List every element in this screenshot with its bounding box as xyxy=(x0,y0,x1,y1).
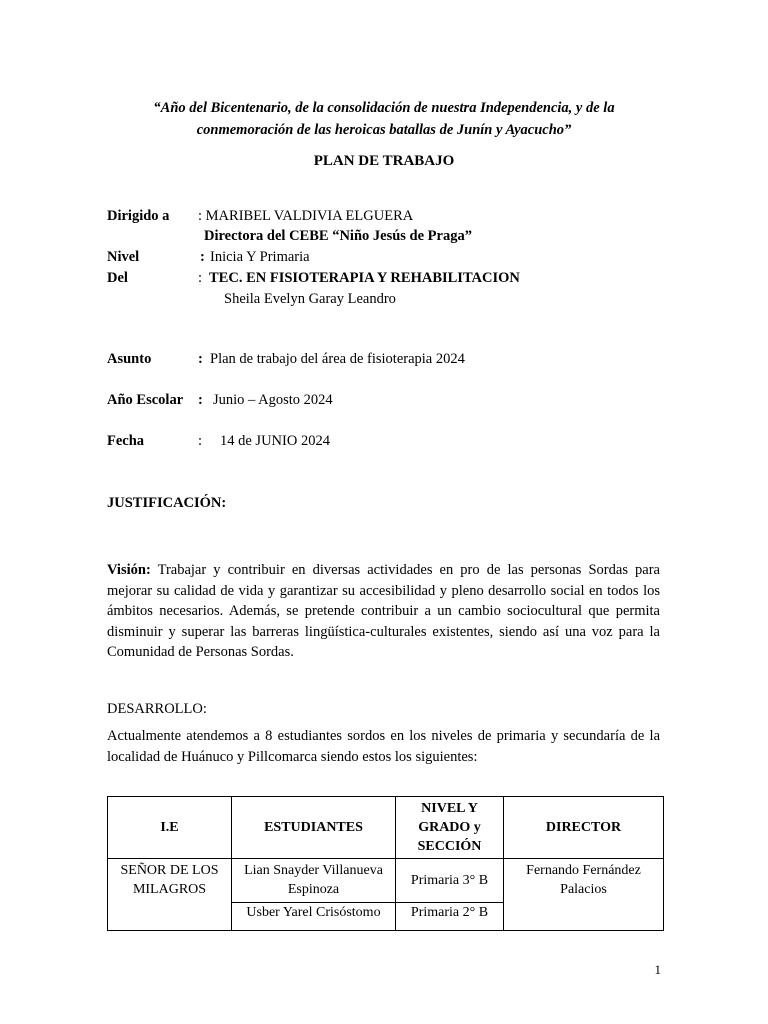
desarrollo-text: Actualmente atendemos a 8 estudiantes sordos en los niveles de primaria y secundaría de la localidad de Huánuco y Pillcomarca siendo estos los siguientes: xyxy=(107,728,660,765)
del-colon: : xyxy=(198,270,203,286)
dirigido-role: Directora del CEBE “Niño Jesús de Praga” xyxy=(204,228,472,244)
asunto-value: Plan de trabajo del área de fisioterapia 2024 xyxy=(210,351,465,367)
students-table xyxy=(107,796,664,931)
anio-escolar-value: Junio – Agosto 2024 xyxy=(213,392,333,408)
motto-line-1: “Año del Bicentenario, de la consolidación de nuestra Independencia, y de la xyxy=(153,100,615,116)
table-row xyxy=(108,859,664,903)
dirigido-label: Dirigido a xyxy=(107,208,170,224)
dirigido-value: : MARIBEL VALDIVIA ELGUERA xyxy=(198,208,414,224)
del-person: Sheila Evelyn Garay Leandro xyxy=(224,291,396,307)
asunto-colon: : xyxy=(198,351,203,367)
del-label: Del xyxy=(107,270,128,286)
table-header-row xyxy=(108,797,664,859)
nivel-value: Inicia Y Primaria xyxy=(210,249,310,265)
nivel-cell: Primaria 3° B xyxy=(396,859,504,903)
desarrollo-heading: DESARROLLO: xyxy=(107,701,207,717)
fecha-label: Fecha xyxy=(107,433,145,449)
ie-cell: SEÑOR DE LOS MILAGROS xyxy=(108,859,232,931)
vision-paragraph xyxy=(107,560,660,663)
estudiante-cell: Lian Snayder Villanueva Espinoza xyxy=(232,859,396,903)
vision-text: Trabajar y contribuir en diversas actividades en pro de las personas Sordas para mejorar su calidad de vida y garantizar su accesibilidad y pleno desarrollo social en todos los ámbitos necesarios. Además, se pretende contribuir a un cambio sociocultural que permita disminuir y superar las barreras lingüística-culturales existentes, siendo así una voz para la Comunidad de Personas Sordas. xyxy=(107,562,660,661)
anio-escolar-label: Año Escolar xyxy=(107,392,184,408)
vision-label: Visión: xyxy=(107,562,151,578)
nivel-label: Nivel xyxy=(107,249,140,265)
document-title: PLAN DE TRABAJO xyxy=(313,153,455,169)
fecha-value: 14 de JUNIO 2024 xyxy=(220,433,330,449)
director-cell: Fernando Fernández Palacios xyxy=(504,859,664,931)
justificacion-heading: JUSTIFICACIÓN: xyxy=(107,495,227,511)
motto-line-2: conmemoración de las heroicas batallas de Junín y Ayacucho” xyxy=(196,122,572,138)
page-number: 1 xyxy=(654,962,661,977)
asunto-label: Asunto xyxy=(107,351,152,367)
header-ie: I.E xyxy=(108,797,232,859)
header-nivel: NIVEL Y GRADO y SECCIÓN xyxy=(396,797,504,859)
fecha-colon: : xyxy=(198,433,203,449)
header-estudiantes: ESTUDIANTES xyxy=(232,797,396,859)
estudiante-cell: Usber Yarel Crisóstomo xyxy=(232,903,396,931)
del-value: TEC. EN FISIOTERAPIA Y REHABILITACION xyxy=(209,270,520,286)
header-director: DIRECTOR xyxy=(504,797,664,859)
nivel-colon: : xyxy=(200,249,205,265)
nivel-cell: Primaria 2° B xyxy=(396,903,504,931)
anio-escolar-colon: : xyxy=(198,392,203,408)
